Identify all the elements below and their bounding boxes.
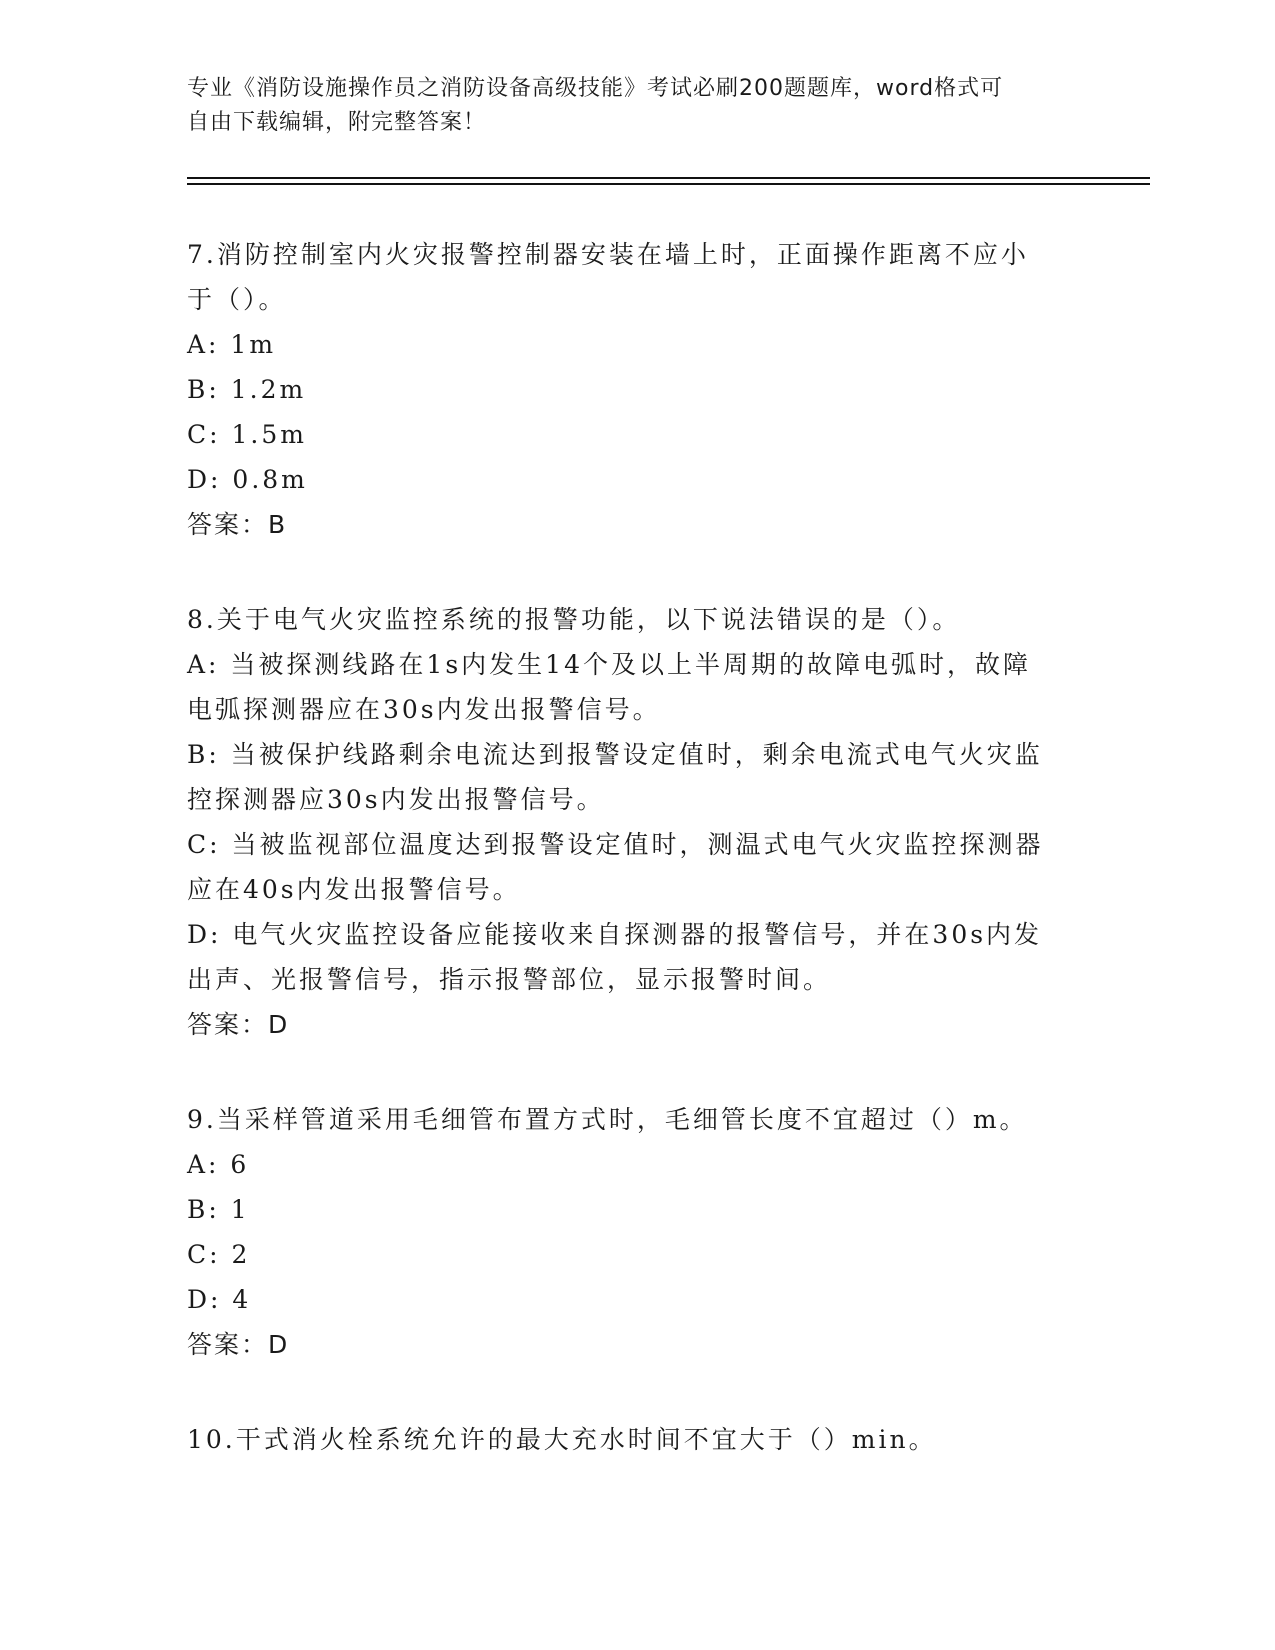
question-stem-line: 于（）。 bbox=[187, 285, 287, 314]
answer-line: 答案：D bbox=[187, 1010, 290, 1039]
option-b: B: 1 bbox=[187, 1195, 250, 1224]
option-a: A: 6 bbox=[187, 1150, 250, 1179]
header-title-line-2: 自由下载编辑，附完整答案！ bbox=[187, 110, 487, 135]
question-9 bbox=[187, 1097, 1072, 1367]
question-8 bbox=[187, 597, 1072, 1047]
answer-line: 答案：D bbox=[187, 1330, 290, 1359]
question-7 bbox=[187, 232, 1072, 547]
question-stem-line: 10.干式消火栓系统允许的最大充水时间不宜大于（）min。 bbox=[187, 1425, 937, 1454]
option-c: C: 当被监视部位温度达到报警设定值时，测温式电气火灾监控探测器 bbox=[187, 830, 1044, 859]
header-divider-bottom bbox=[187, 183, 1150, 185]
option-b: B: 1.2m bbox=[187, 375, 307, 404]
option-d: D: 0.8m bbox=[187, 465, 308, 494]
option-c: C: 2 bbox=[187, 1240, 251, 1269]
question-stem-line: 9.当采样管道采用毛细管布置方式时，毛细管长度不宜超过（）m。 bbox=[187, 1105, 1028, 1134]
header-title-line-1: 专业《消防设施操作员之消防设备高级技能》考试必刷200题题库，word格式可 bbox=[187, 76, 1004, 101]
option-c: C: 1.5m bbox=[187, 420, 307, 449]
option-d: D: 4 bbox=[187, 1285, 252, 1314]
option-c-continued: 应在40s内发出报警信号。 bbox=[187, 875, 521, 904]
option-a: A: 当被探测线路在1s内发生14个及以上半周期的故障电弧时，故障 bbox=[187, 650, 1031, 679]
option-d: D: 电气火灾监控设备应能接收来自探测器的报警信号，并在30s内发 bbox=[187, 920, 1043, 949]
option-b: B: 当被保护线路剩余电流达到报警设定值时，剩余电流式电气火灾监 bbox=[187, 740, 1043, 769]
answer-line: 答案：B bbox=[187, 510, 288, 539]
option-b-continued: 控探测器应30s内发出报警信号。 bbox=[187, 785, 605, 814]
question-10 bbox=[187, 1417, 1072, 1462]
document-header bbox=[187, 72, 1067, 140]
option-d-continued: 出声、光报警信号，指示报警部位，显示报警时间。 bbox=[187, 965, 832, 994]
option-a-continued: 电弧探测器应在30s内发出报警信号。 bbox=[187, 695, 661, 724]
header-divider-top bbox=[187, 177, 1150, 179]
question-stem-line: 8.关于电气火灾监控系统的报警功能，以下说法错误的是（）。 bbox=[187, 605, 961, 634]
option-a: A: 1m bbox=[187, 330, 277, 359]
question-stem-line: 7.消防控制室内火灾报警控制器安装在墙上时，正面操作距离不应小 bbox=[187, 240, 1029, 269]
